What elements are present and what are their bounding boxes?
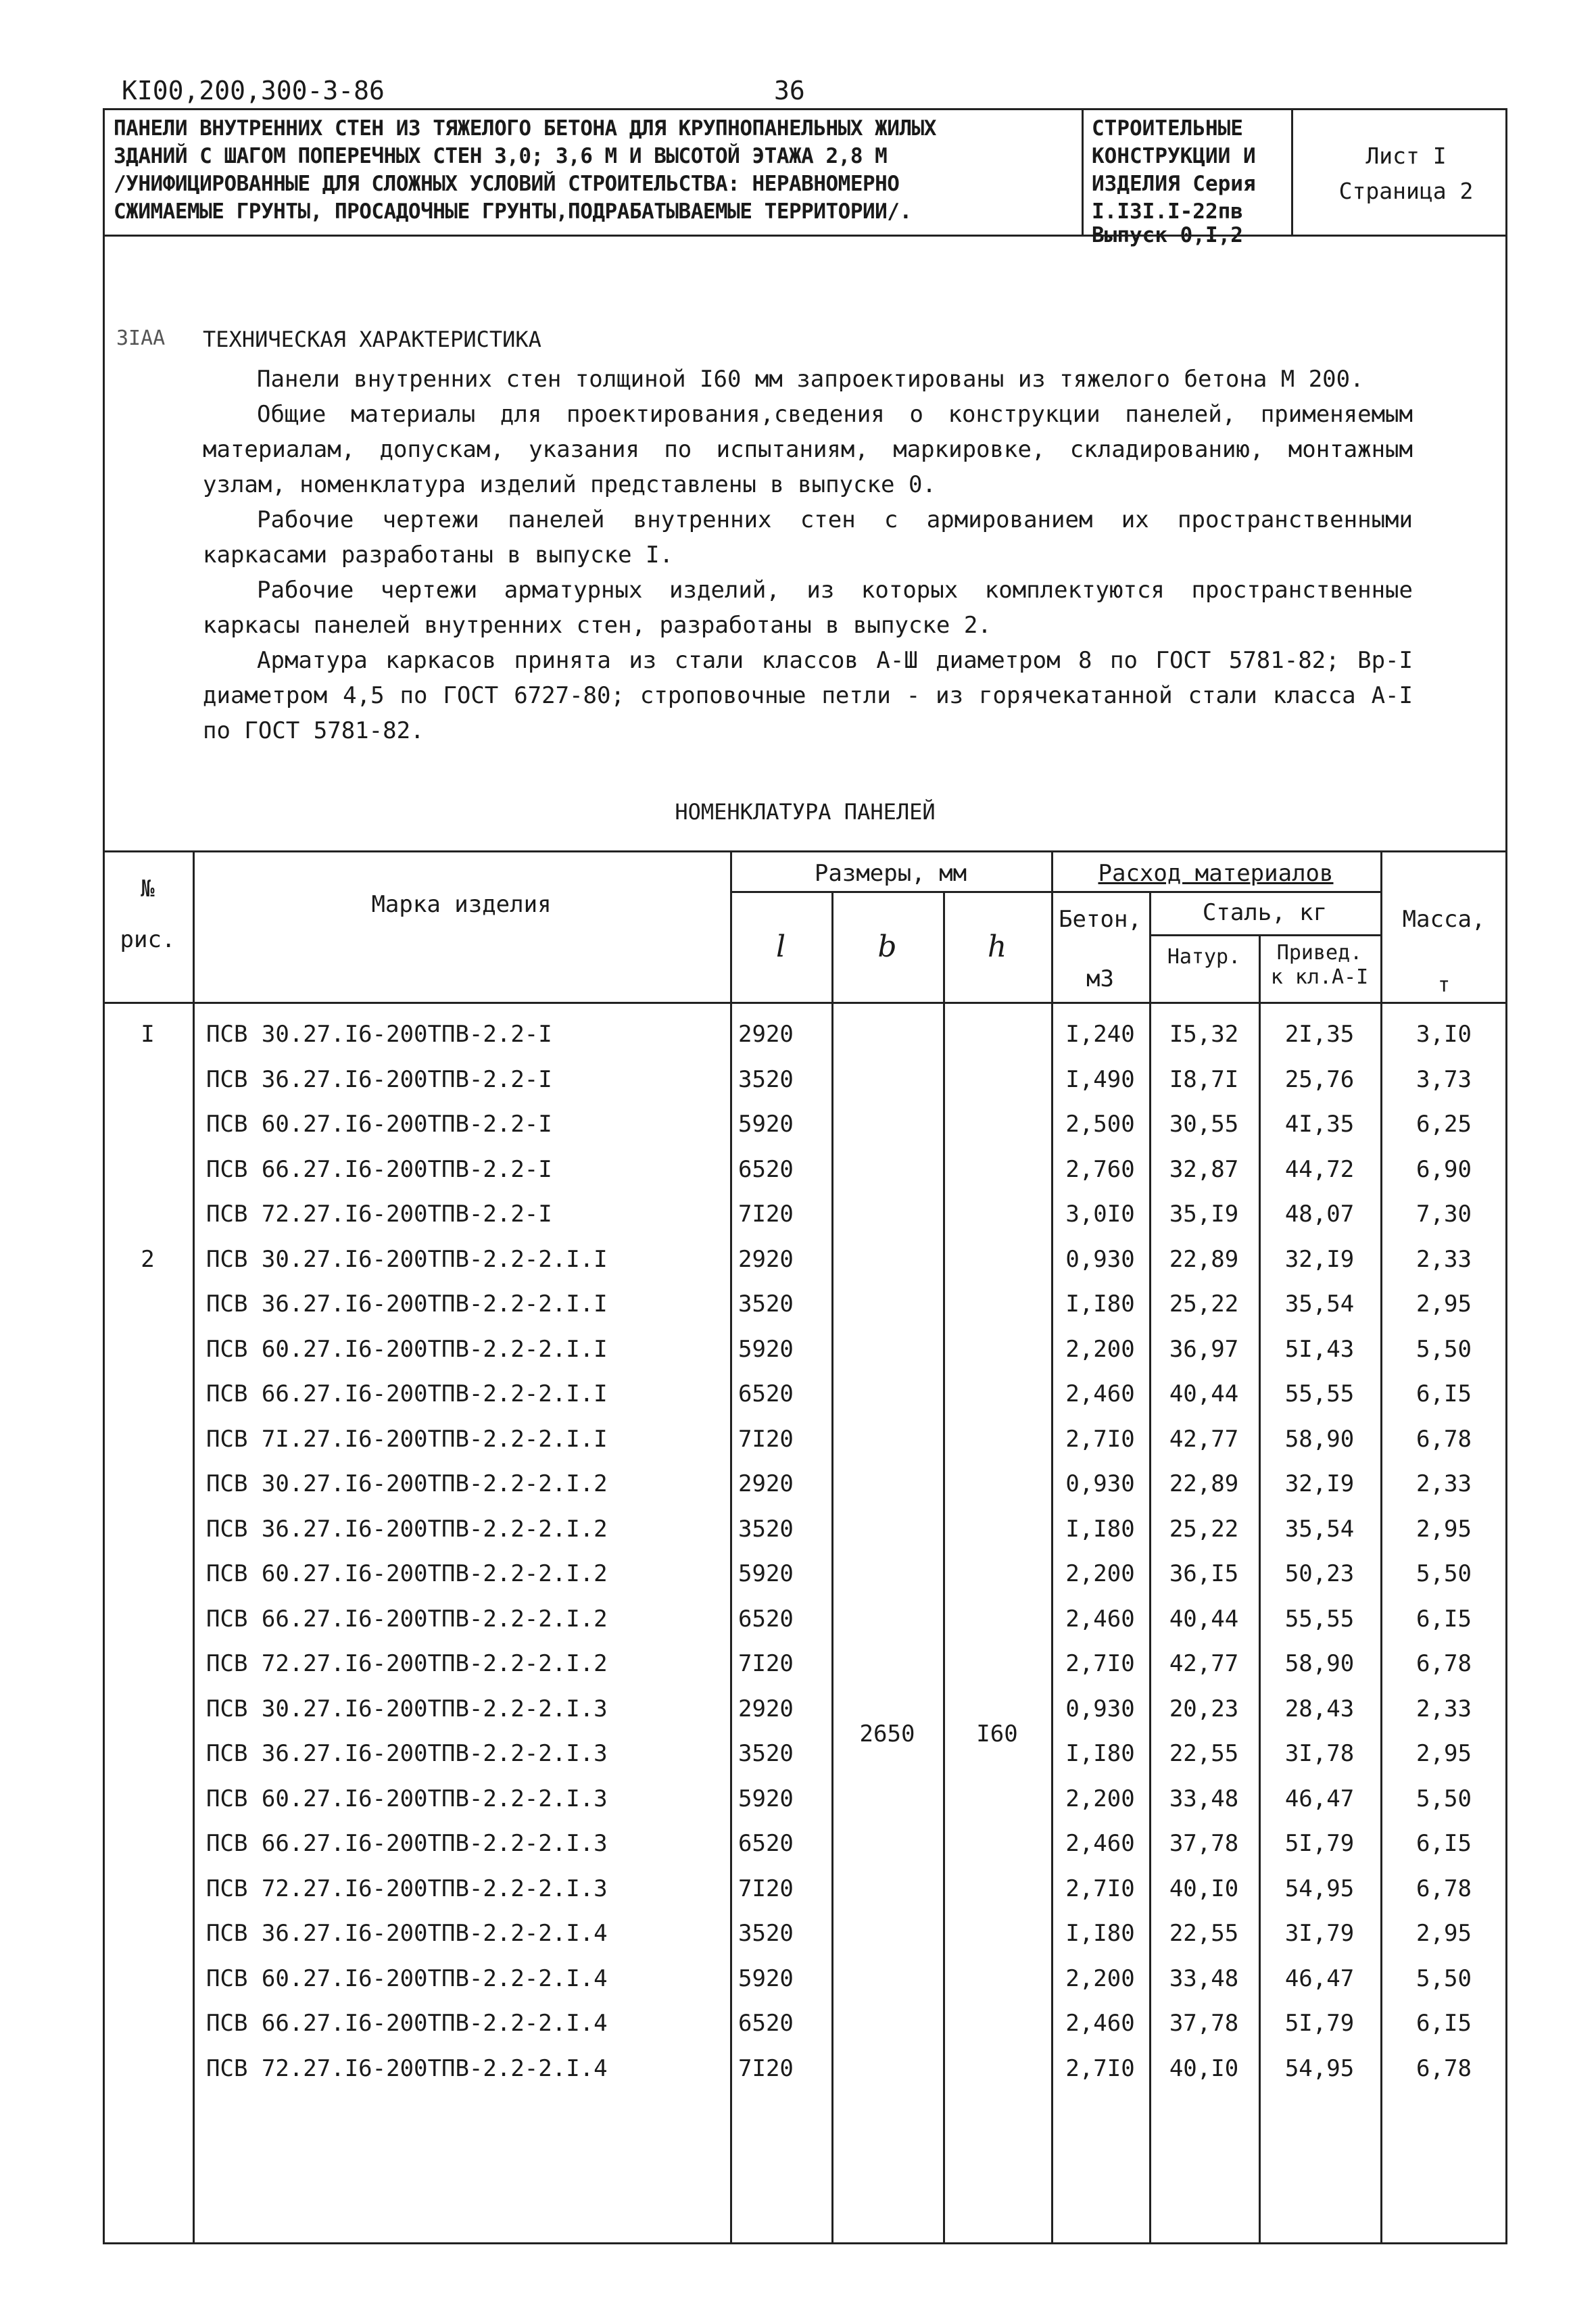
cell-mark: ПСВ 60.27.I6-200ТПВ-2.2-2.I.4 <box>206 1964 608 1992</box>
cell-reduced: 32,I9 <box>1284 1470 1355 1497</box>
header-bottom-line <box>103 1002 1507 1004</box>
cell-l: 6520 <box>738 1380 794 1407</box>
title-line: ПАНЕЛИ ВНУТРЕННИХ СТЕН ИЗ ТЯЖЕЛОГО БЕТОНА ДЛЯ КРУПНОПАНЕЛЬНЫХ ЖИЛЫХ <box>114 116 936 141</box>
cell-reduced: 2I,35 <box>1284 1021 1355 1048</box>
cell-reduced: 44,72 <box>1284 1155 1355 1183</box>
cell-concrete: I,I80 <box>1065 1920 1135 1947</box>
document-code: КI00,200,300-3-86 <box>122 76 385 105</box>
cell-mass: 2,33 <box>1416 1695 1472 1722</box>
cell-reduced: 35,54 <box>1284 1290 1355 1318</box>
cell-natural: 40,I0 <box>1169 2054 1239 2082</box>
cell-mark: ПСВ 36.27.I6-200ТПВ-2.2-2.I.3 <box>206 1740 608 1767</box>
header-mark: Марка изделия <box>371 891 552 918</box>
cell-l: 3520 <box>738 1515 794 1543</box>
cell-reduced: 48,07 <box>1284 1201 1355 1228</box>
series-line: СТРОИТЕЛЬНЫЕ <box>1092 116 1243 141</box>
cell-reduced: 58,90 <box>1284 1650 1355 1677</box>
title-line: /УНИФИЦИРОВАННЫЕ ДЛЯ СЛОЖНЫХ УСЛОВИЙ СТРОИТЕЛЬСТВА: НЕРАВНОМЕРНО <box>114 172 900 196</box>
series-info <box>1092 115 1281 249</box>
cell-mark: ПСВ 72.27.I6-200ТПВ-2.2-2.I.2 <box>206 1650 608 1677</box>
cell-mass: 6,78 <box>1416 2054 1472 2082</box>
cell-l: 7I20 <box>738 2054 794 2082</box>
cell-concrete: 2,7I0 <box>1065 1650 1135 1677</box>
cell-l: 7I20 <box>738 1201 794 1228</box>
cell-concrete: 2,460 <box>1065 2010 1135 2037</box>
cell-fig: 2 <box>141 1245 155 1273</box>
cell-reduced: 35,54 <box>1284 1515 1355 1543</box>
title-line: ЗДАНИЙ С ШАГОМ ПОПЕРЕЧНЫХ СТЕН 3,0; 3,6 М И ВЫСОТОЙ ЭТАЖА 2,8 М <box>114 144 888 168</box>
cell-reduced: 50,23 <box>1284 1560 1355 1587</box>
cell-l: 6520 <box>738 2010 794 2037</box>
header-reduced-2: к кл.А-I <box>1270 965 1369 989</box>
cell-concrete: I,490 <box>1065 1065 1135 1093</box>
header-b: b <box>877 930 897 964</box>
cell-concrete: I,240 <box>1065 1021 1135 1048</box>
cell-reduced: 28,43 <box>1284 1695 1355 1722</box>
cell-mark: ПСВ 36.27.I6-200ТПВ-2.2-2.I.I <box>206 1290 608 1318</box>
description-text <box>203 362 1413 748</box>
header-l: l <box>775 930 786 964</box>
cell-natural: I5,32 <box>1169 1021 1239 1048</box>
cell-reduced: 58,90 <box>1284 1425 1355 1453</box>
cell-reduced: 3I,78 <box>1284 1740 1355 1767</box>
cell-mass: 3,I0 <box>1416 1021 1472 1048</box>
cell-h-shared: I60 <box>976 1720 1018 1747</box>
cell-l: 5920 <box>738 1785 794 1812</box>
cell-l: 3520 <box>738 1920 794 1947</box>
section-title: ТЕХНИЧЕСКАЯ ХАРАКТЕРИСТИКА <box>203 327 541 352</box>
cell-reduced: 25,76 <box>1284 1065 1355 1093</box>
header-h: h <box>987 930 1007 964</box>
cell-mass: 6,25 <box>1416 1111 1472 1138</box>
cell-natural: 37,78 <box>1169 1830 1239 1857</box>
cell-l: 2920 <box>738 1021 794 1048</box>
cell-natural: 22,55 <box>1169 1920 1239 1947</box>
cell-l: 3520 <box>738 1740 794 1767</box>
cell-mark: ПСВ 30.27.I6-200ТПВ-2.2-I <box>206 1021 552 1048</box>
cell-mark: ПСВ 72.27.I6-200ТПВ-2.2-2.I.3 <box>206 1875 608 1902</box>
cell-fig: I <box>141 1021 155 1048</box>
cell-reduced: 46,47 <box>1284 1964 1355 1992</box>
page-number: 36 <box>774 76 805 105</box>
cell-natural: 25,22 <box>1169 1290 1239 1318</box>
cell-concrete: 2,500 <box>1065 1111 1135 1138</box>
cell-concrete: 0,930 <box>1065 1695 1135 1722</box>
cell-mass: 2,95 <box>1416 1920 1472 1947</box>
cell-mass: 6,78 <box>1416 1425 1472 1453</box>
sheet-number: Лист I <box>1365 143 1447 169</box>
paragraph: Общие материалы для проектирования,сведения о конструкции панелей, применяемым материалам, допускам, указания по испытаниям, маркировке, складированию, монтажным узлам, номенклатура изделий представлены в выпуске 0. <box>203 401 1413 498</box>
cell-mass: 2,33 <box>1416 1245 1472 1273</box>
series-line: Выпуск 0,I,2 <box>1092 223 1243 247</box>
cell-mark: ПСВ 66.27.I6-200ТПВ-2.2-I <box>206 1155 552 1183</box>
cell-reduced: 54,95 <box>1284 1875 1355 1902</box>
cell-mass: 6,78 <box>1416 1650 1472 1677</box>
cell-concrete: I,I80 <box>1065 1740 1135 1767</box>
cell-mark: ПСВ 60.27.I6-200ТПВ-2.2-2.I.3 <box>206 1785 608 1812</box>
series-line: I.I3I.I-22пв <box>1092 199 1243 224</box>
cell-natural: I8,7I <box>1169 1065 1239 1093</box>
cell-mass: 2,95 <box>1416 1515 1472 1543</box>
cell-concrete: 2,7I0 <box>1065 1425 1135 1453</box>
cell-mass: 2,95 <box>1416 1290 1472 1318</box>
cell-natural: 20,23 <box>1169 1695 1239 1722</box>
cell-l: 2920 <box>738 1470 794 1497</box>
cell-natural: 37,78 <box>1169 2010 1239 2037</box>
cell-natural: 35,I9 <box>1169 1201 1239 1228</box>
cell-reduced: 5I,43 <box>1284 1335 1355 1363</box>
cell-natural: 25,22 <box>1169 1515 1239 1543</box>
header-sub-line <box>730 891 1380 893</box>
title-divider-2 <box>1291 108 1293 237</box>
table-title: НОМЕНКЛАТУРА ПАНЕЛЕЙ <box>675 799 936 825</box>
header-steel-line <box>1149 934 1380 936</box>
cell-mark: ПСВ 72.27.I6-200ТПВ-2.2-2.I.4 <box>206 2054 608 2082</box>
cell-l: 7I20 <box>738 1650 794 1677</box>
cell-natural: 36,I5 <box>1169 1560 1239 1587</box>
cell-concrete: I,I80 <box>1065 1290 1135 1318</box>
header-sizes: Размеры, мм <box>814 860 967 887</box>
cell-mass: 6,I5 <box>1416 1830 1472 1857</box>
cell-natural: 22,89 <box>1169 1245 1239 1273</box>
header-natural: Натур. <box>1167 945 1241 969</box>
cell-reduced: 54,95 <box>1284 2054 1355 2082</box>
col-line <box>193 850 195 2244</box>
cell-mark: ПСВ 66.27.I6-200ТПВ-2.2-2.I.2 <box>206 1605 608 1633</box>
cell-mass: 7,30 <box>1416 1201 1472 1228</box>
cell-reduced: 5I,79 <box>1284 2010 1355 2037</box>
paragraph: Рабочие чертежи панелей внутренних стен с армированием их пространственными каркасами разработаны в выпуске I. <box>203 506 1413 569</box>
cell-l: 7I20 <box>738 1875 794 1902</box>
header-steel: Сталь, кг <box>1202 899 1328 926</box>
cell-concrete: 2,200 <box>1065 1785 1135 1812</box>
col-line <box>730 850 732 2244</box>
table-top-line <box>103 850 1507 852</box>
cell-concrete: 2,200 <box>1065 1964 1135 1992</box>
cell-natural: 22,89 <box>1169 1470 1239 1497</box>
cell-mark: ПСВ 60.27.I6-200ТПВ-2.2-2.I.2 <box>206 1560 608 1587</box>
cell-concrete: 2,200 <box>1065 1560 1135 1587</box>
cell-concrete: 2,200 <box>1065 1335 1135 1363</box>
title-line: СЖИМАЕМЫЕ ГРУНТЫ, ПРОСАДОЧНЫЕ ГРУНТЫ,ПОДРАБАТЫВАЕМЫЕ ТЕРРИТОРИИ/. <box>114 199 912 224</box>
cell-mark: ПСВ 66.27.I6-200ТПВ-2.2-2.I.4 <box>206 2010 608 2037</box>
col-line <box>943 891 945 2244</box>
cell-mark: ПСВ 36.27.I6-200ТПВ-2.2-2.I.4 <box>206 1920 608 1947</box>
cell-l: 5920 <box>738 1111 794 1138</box>
cell-natural: 32,87 <box>1169 1155 1239 1183</box>
cell-l: 2920 <box>738 1245 794 1273</box>
title-divider-1 <box>1082 108 1084 237</box>
series-line: ИЗДЕЛИЯ Серия <box>1092 172 1256 196</box>
cell-concrete: 2,7I0 <box>1065 1875 1135 1902</box>
cell-reduced: 55,55 <box>1284 1380 1355 1407</box>
cell-natural: 30,55 <box>1169 1111 1239 1138</box>
cell-concrete: 2,760 <box>1065 1155 1135 1183</box>
cell-natural: 40,I0 <box>1169 1875 1239 1902</box>
cell-concrete: I,I80 <box>1065 1515 1135 1543</box>
cell-mass: 5,50 <box>1416 1785 1472 1812</box>
header-reduced-1: Привед. <box>1276 941 1363 965</box>
cell-natural: 42,77 <box>1169 1650 1239 1677</box>
cell-reduced: 5I,79 <box>1284 1830 1355 1857</box>
header-num: № <box>141 875 155 902</box>
cell-l: 3520 <box>738 1065 794 1093</box>
cell-mark: ПСВ 72.27.I6-200ТПВ-2.2-I <box>206 1201 552 1228</box>
cell-concrete: 3,0I0 <box>1065 1201 1135 1228</box>
cell-mass: 6,78 <box>1416 1875 1472 1902</box>
cell-mass: 5,50 <box>1416 1964 1472 1992</box>
cell-concrete: 2,460 <box>1065 1380 1135 1407</box>
cell-concrete: 2,7I0 <box>1065 2054 1135 2082</box>
cell-l: 6520 <box>738 1605 794 1633</box>
cell-natural: 36,97 <box>1169 1335 1239 1363</box>
sheet-page: Страница 2 <box>1338 178 1474 204</box>
header-materials: Расход материалов <box>1098 860 1334 887</box>
cell-concrete: 2,460 <box>1065 1830 1135 1857</box>
cell-natural: 33,48 <box>1169 1785 1239 1812</box>
cell-reduced: 46,47 <box>1284 1785 1355 1812</box>
cell-l: 2920 <box>738 1695 794 1722</box>
paragraph: Рабочие чертежи арматурных изделий, из которых комплектуются пространственные каркасы панелей внутренних стен, разработаны в выпуске 2. <box>203 577 1413 639</box>
cell-reduced: 32,I9 <box>1284 1245 1355 1273</box>
cell-natural: 22,55 <box>1169 1740 1239 1767</box>
paragraph: Арматура каркасов принята из стали классов А-Ш диаметром 8 по ГОСТ 5781-82; Вр-I диаметром 4,5 по ГОСТ 6727-80; строповочные петли - из горячекатанной стали класса А-I по ГОСТ 5781-82. <box>203 647 1413 744</box>
header-concrete-unit: м3 <box>1086 965 1114 992</box>
cell-mass: 2,33 <box>1416 1470 1472 1497</box>
cell-concrete: 0,930 <box>1065 1245 1135 1273</box>
cell-mass: 5,50 <box>1416 1335 1472 1363</box>
cell-mark: ПСВ 7I.27.I6-200ТПВ-2.2-2.I.I <box>206 1425 608 1453</box>
cell-mass: 6,I5 <box>1416 1605 1472 1633</box>
cell-natural: 40,44 <box>1169 1605 1239 1633</box>
cell-mark: ПСВ 36.27.I6-200ТПВ-2.2-I <box>206 1065 552 1093</box>
cell-mark: ПСВ 66.27.I6-200ТПВ-2.2-2.I.3 <box>206 1830 608 1857</box>
cell-mark: ПСВ 36.27.I6-200ТПВ-2.2-2.I.2 <box>206 1515 608 1543</box>
cell-l: 3520 <box>738 1290 794 1318</box>
cell-natural: 33,48 <box>1169 1964 1239 1992</box>
cell-l: 5920 <box>738 1560 794 1587</box>
cell-l: 5920 <box>738 1335 794 1363</box>
header-concrete: Бетон, <box>1059 906 1142 933</box>
cell-concrete: 2,460 <box>1065 1605 1135 1633</box>
cell-natural: 42,77 <box>1169 1425 1239 1453</box>
cell-l: 6520 <box>738 1155 794 1183</box>
cell-mass: 6,I5 <box>1416 2010 1472 2037</box>
cell-l: 6520 <box>738 1830 794 1857</box>
margin-mark: ЗIАА <box>116 327 166 350</box>
header-mass-unit: т <box>1437 973 1451 997</box>
cell-l: 5920 <box>738 1964 794 1992</box>
cell-mark: ПСВ 60.27.I6-200ТПВ-2.2-I <box>206 1111 552 1138</box>
cell-mass: 2,95 <box>1416 1740 1472 1767</box>
series-line: КОНСТРУКЦИИ И <box>1092 144 1256 168</box>
sheet-info <box>1305 139 1507 209</box>
cell-mass: 5,50 <box>1416 1560 1472 1587</box>
cell-b-shared: 2650 <box>859 1720 915 1747</box>
cell-mass: 6,I5 <box>1416 1380 1472 1407</box>
cell-reduced: 3I,79 <box>1284 1920 1355 1947</box>
cell-mark: ПСВ 30.27.I6-200ТПВ-2.2-2.I.3 <box>206 1695 608 1722</box>
document-title <box>114 115 1060 226</box>
cell-natural: 40,44 <box>1169 1380 1239 1407</box>
cell-mark: ПСВ 66.27.I6-200ТПВ-2.2-2.I.I <box>206 1380 608 1407</box>
cell-concrete: 0,930 <box>1065 1470 1135 1497</box>
header-mass: Масса, <box>1402 906 1486 933</box>
col-line <box>831 891 833 2244</box>
cell-mark: ПСВ 60.27.I6-200ТПВ-2.2-2.I.I <box>206 1335 608 1363</box>
cell-mark: ПСВ 30.27.I6-200ТПВ-2.2-2.I.2 <box>206 1470 608 1497</box>
cell-reduced: 4I,35 <box>1284 1111 1355 1138</box>
cell-mark: ПСВ 30.27.I6-200ТПВ-2.2-2.I.I <box>206 1245 608 1273</box>
header-fig: рис. <box>120 926 176 953</box>
cell-mass: 3,73 <box>1416 1065 1472 1093</box>
cell-mass: 6,90 <box>1416 1155 1472 1183</box>
paragraph: Панели внутренних стен толщиной I60 мм запроектированы из тяжелого бетона М 200. <box>257 366 1364 393</box>
cell-l: 7I20 <box>738 1425 794 1453</box>
cell-reduced: 55,55 <box>1284 1605 1355 1633</box>
